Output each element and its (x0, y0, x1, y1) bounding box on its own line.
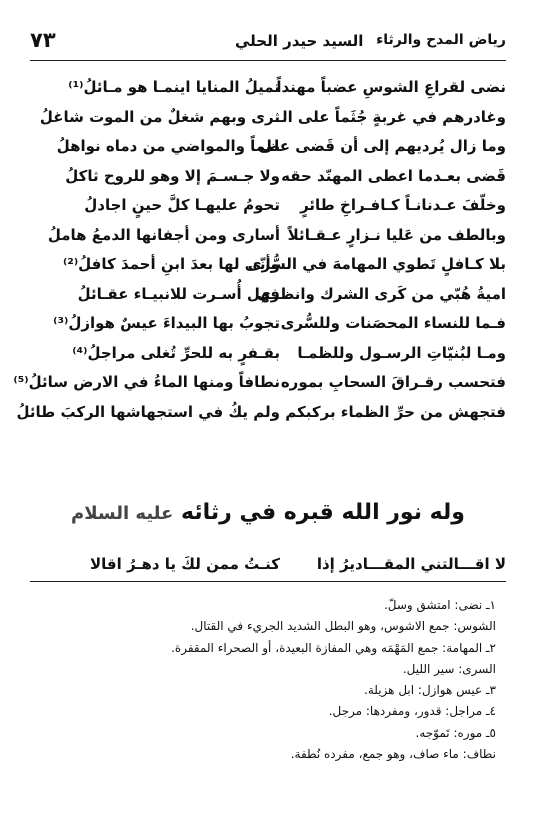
verse-first-hemistich: فتجهش من حرِّ الظماء بركبكم (285, 402, 506, 421)
verse-second-hemistich: وأنّى لها بعدَ ابنِ أحمدَ كافلُ⁽²⁾ (62, 255, 280, 273)
footnote: نطاف: ماء صاف، وهو جمع، مفرده نُطفة. (290, 747, 496, 762)
verse-line (30, 108, 506, 136)
footnotes (40, 598, 496, 768)
verse-line (30, 255, 506, 283)
verse-line (30, 137, 506, 165)
verse-second-hemistich: فهل أُسـرت للانبيـاء عقـائلُ (77, 284, 280, 303)
verse-second-hemistich: تجوبُ بها البيداءَ عيسٌ هوازلُ⁽³⁾ (53, 314, 280, 332)
verse-second-hemistich: تحومُ عليهـا كلَّ حينٍ اجادلُ (84, 196, 280, 214)
verse-first-hemistich: نضى لقراعِ الشوسِ عضباً مهنداً (276, 78, 506, 96)
verse-line (30, 314, 506, 342)
verse-line (30, 78, 506, 106)
verse-first-hemistich: فـما للنساء المحصَنات وللسُّرى (280, 314, 506, 332)
verse-first-hemistich: قَضى بعـدما اعطى المهنّد حقه (281, 166, 506, 185)
verse-first-hemistich: وبالطف من عَليا نـزارٍ عـقـائلاً (287, 225, 506, 244)
verse-second-hemistich: نطافاً ومنها الماءُ في الارض سائلُ⁽⁵⁾ (13, 373, 280, 391)
verse-first-hemistich: وخلّفَ عـدنانـاً كـافـراخِ طائرٍ (300, 196, 506, 214)
verse-second-hemistich: ولم يكُ في استجهاشها الركبَ طائلُ (16, 402, 280, 421)
verse-second-hemistich: أسارى ومن أجفانها الدمعُ هاملُ (47, 225, 280, 244)
honorific-seal: عليه السلام (71, 503, 174, 524)
footnote: ١ـ نضى: امتشق وسلّ. (383, 598, 496, 612)
running-header (30, 28, 506, 61)
verse-first-hemistich: لا اقـــالتني المقـــاديرُ إذا (316, 555, 506, 573)
verse-second-hemistich: ثرى وبهم شغلٌ من الموت شاغلُ (39, 107, 280, 126)
verse-first-hemistich: فتحسب رقـراقَ السحابِ بموره (280, 373, 506, 391)
verse-first-hemistich: ومـا لبُنيّاتِ الرسـول وللظمـا (297, 343, 506, 362)
verse-line (16, 402, 506, 431)
verse-second-hemistich: ظماً والمواضي من دماه نواهلُ (56, 137, 280, 155)
page-number: ٧٣ (30, 28, 56, 52)
book-title: رياض المدح والرثاء (376, 32, 506, 48)
verse-second-hemistich: ولا جـسـمَ إلا وهو للروح ثاكلُ (65, 166, 280, 185)
verse-first-hemistich: وما زال يُرديهم إلى أن قَضى على (258, 137, 506, 155)
verse-line (30, 285, 506, 313)
new-poem-verse (30, 555, 506, 582)
footnote: ٤ـ مراجل: قدور، ومفردها: مرجل. (328, 704, 496, 719)
footnote: السرى: سير الليل. (402, 661, 496, 676)
verse-second-hemistich: بقـفرٍ به للحرِّ تُغلى مراجلُ⁽⁴⁾ (72, 343, 280, 362)
section-title (30, 500, 506, 525)
verse-line (30, 344, 506, 372)
verse-second-hemistich: كنـتُ ممن لكَ يا دهـرُ اقالا (90, 555, 280, 573)
poem-verses (13, 78, 506, 493)
verse-first-hemistich: وغادرهم في غربةٍ جُثَماً على الـ (276, 107, 506, 126)
section-title-text: وله نور الله قبره في رثائه (181, 500, 465, 525)
verse-line (13, 373, 506, 401)
footnote: الشوس: جمع الاشوس، وهو البطل الشديد الجريء في القتال. (190, 619, 496, 634)
verse-line (30, 226, 506, 254)
footnote: ٢ـ المهامة: جمع المَهْمَه وهي المفازة البعيدة، أو الصحراء المقفرة. (171, 640, 496, 655)
verse-second-hemistich: تميلُ المنايا اينمـا هو مـائلُ⁽¹⁾ (68, 78, 280, 96)
verse-first-hemistich: اميةُ هُبّي من كَرى الشرك وانظري (257, 284, 506, 303)
verse-first-hemistich: بلا كـافلٍ تَطوي المهامهَ في السُّرى (247, 255, 506, 273)
author-name: السيد حيدر الحلي (235, 32, 364, 50)
footnote: ٣ـ عيس هوازل: ابل هزيلة. (364, 683, 496, 698)
verse-line (30, 167, 506, 195)
footnote: ٥ـ موره: تَموّجه. (415, 725, 496, 740)
verse-line (30, 196, 506, 224)
